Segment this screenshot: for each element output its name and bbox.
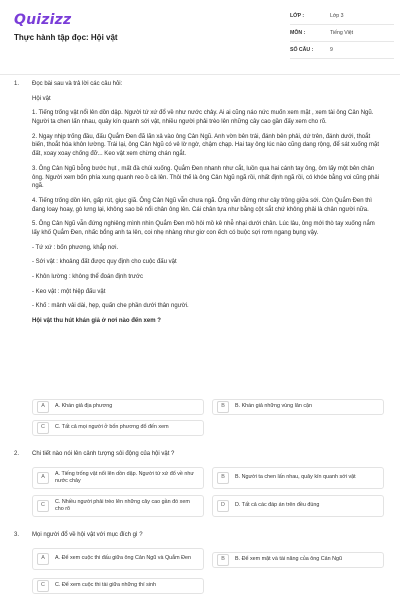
- passage-title: Hội vật: [32, 95, 51, 102]
- option-letter: D: [217, 500, 229, 512]
- meta-subject-label: MÔN :: [290, 30, 306, 36]
- option-letter: C: [37, 580, 49, 592]
- passage-paragraph: 5. Ông Cản Ngũ vẫn đứng nghiêng mình nhìn Quắm Đen mồ hôi mồ kê nhễ nhại dưới chân. Lúc lâu, ông mới thò tay xuống nắm lấy khố Quắm Đen, nhấc bổng anh ta lên, coi nhẹ nhàng như giơ con ếch có buộc sợi rơm ngang bụng vậy.: [32, 221, 375, 236]
- meta-grade-value: Lớp 3: [330, 13, 344, 19]
- glossary-item: - Khố : mảnh vải dài, hẹp, quấn che phần dưới thân người.: [32, 303, 189, 310]
- option-text: A. Để xem cuộc thi đấu giữa ông Cản Ngũ và Quắm Đen: [55, 555, 192, 562]
- option-letter: A: [37, 472, 49, 484]
- option-text: B. Để xem mặt và tài năng của ông Cản Ngũ: [235, 556, 342, 563]
- answer-option-b[interactable]: [212, 467, 384, 489]
- meta-count-label: SỐ CÂU :: [290, 47, 314, 53]
- option-text: C. Nhiều người phải trèo lên những cây cao gần đó xem cho rõ: [55, 498, 190, 512]
- question-prompt: Hội vật thu hút khán giả ở nơi nào đến xem ?: [32, 318, 161, 325]
- question-number: 2.: [14, 451, 20, 457]
- meta-subject-row: [290, 29, 394, 42]
- passage-paragraph: 1. Tiếng trống vật nổi lên dồn dập. Người tứ xứ đổ về như nước chảy. Ai ai cũng náo nức muốn xem mặt , xem tài ông Cản Ngũ. Người ta chen lấn nhau, quây kín quanh sới vật, nhiều người phải trèo lên những cây cao gần đấy xem cho rõ.: [32, 110, 374, 126]
- option-text: B. Khán giả những vùng lân cận: [235, 403, 313, 410]
- option-letter: C: [37, 422, 49, 434]
- meta-count-row: [290, 46, 394, 59]
- answer-option-b[interactable]: [212, 399, 384, 415]
- page-title: Thực hành tập đọc: Hội vật: [14, 33, 118, 42]
- answer-option-a[interactable]: [32, 467, 204, 489]
- option-letter: A: [37, 553, 49, 565]
- header-divider: [0, 74, 400, 75]
- answer-option-a[interactable]: [32, 548, 204, 570]
- meta-grade-label: LỚP :: [290, 13, 305, 19]
- question-2-body: [32, 450, 384, 465]
- answer-option-d[interactable]: [212, 495, 384, 517]
- answer-option-a[interactable]: [32, 399, 204, 415]
- answer-option-b[interactable]: [212, 552, 384, 568]
- question-number: 1.: [14, 81, 20, 87]
- option-text: B. Người ta chen lấn nhau, quây kín quanh sới vật: [235, 474, 356, 481]
- answer-option-c[interactable]: [32, 495, 204, 517]
- option-letter: A: [37, 401, 49, 413]
- option-letter: B: [217, 554, 229, 566]
- glossary-item: - Sới vật : khoảng đất được quy định cho cuộc đấu vật: [32, 259, 177, 266]
- meta-grade-row: [290, 12, 394, 25]
- option-letter: C: [37, 500, 49, 512]
- option-text: A. Tiếng trống vật nổi lên dồn dập. Người tứ xứ đổ về như nước chảy: [55, 470, 195, 484]
- quizizz-logo: Quizizz: [14, 12, 72, 28]
- answer-option-c[interactable]: [32, 420, 204, 436]
- option-text: A. Khán giả địa phương: [55, 403, 113, 410]
- meta-subject-value: Tiếng Việt: [330, 30, 354, 36]
- question-3: [14, 531, 389, 543]
- option-letter: B: [217, 401, 229, 413]
- passage-paragraph: 4. Tiếng trống dồn lên, gấp rút, giục giã. Ông Cản Ngũ vẫn chưa ngã. Ông vẫn đứng như cây trồng giữa sới. Còn Quắm Đen thì đang loay hoay, gò lưng lại, không sao bê nổi chân ông lên. Cái chân tựa như bằng cột sắt chứ không phải là chân người nữa.: [32, 197, 372, 213]
- question-2: [14, 450, 389, 462]
- question-1-body: [32, 80, 384, 332]
- answer-option-c[interactable]: [32, 578, 204, 594]
- question-intro: Đọc bài sau và trả lời các câu hỏi:: [32, 81, 123, 87]
- option-text: D. Tất cả các đáp án trên đều đúng: [235, 502, 320, 509]
- glossary-item: - Keo vật : một hiệp đấu vật: [32, 288, 106, 295]
- worksheet-header: [0, 0, 400, 70]
- glossary-item: - Khôn lường : không thể đoán định trước: [32, 274, 143, 280]
- question-prompt: Mọi người đổ về hội vật với mục đích gì ?: [32, 532, 143, 538]
- question-number: 3.: [14, 532, 20, 538]
- passage-paragraph: 3. Ông Cản Ngũ bỗng bước hụt , mất đà chúi xuống. Quắm Đen nhanh như cắt, luồn qua hai cánh tay ông, ôm lấy một bên chân ông. Người xem bốn phía xung quanh reo ồ cả lên. Thôi thế là ông Cản Ngũ ngã rồi, nhất định ngã rồi, có khóe bằng voi cũng phải ngã.: [32, 165, 380, 190]
- passage-paragraph: 2. Ngay nhịp trống đầu, đấu Quắm Đen đã lăn xả vào ông Cản Ngũ. Anh vờn bên trái, đánh bên phải, dứ trên, đánh dưới, thoắt biến, thoắt hóa khôn lường. Trái lại, ông Cản Ngũ có vẻ lờ ngờ, chậm chạp. Hai tay ông lúc nào cũng dang rộng, để sát xuống mặt đất, xoay xoay chống đỡ... Keo vật xem chừng chán ngắt.: [32, 133, 380, 158]
- meta-count-value: 9: [330, 47, 333, 53]
- question-3-body: [32, 531, 384, 546]
- option-text: C. Tất cả mọi người ở bốn phương đổ đến xem: [55, 424, 169, 431]
- question-prompt: Chi tiết nào nói lên cảnh tượng sôi động của hội vật ?: [32, 451, 175, 457]
- glossary-item: - Tứ xứ : bốn phương, khắp nơi.: [32, 244, 119, 251]
- option-text: C. Để xem cuộc thi tài giữa những thí sinh: [55, 582, 157, 589]
- option-letter: B: [217, 472, 229, 484]
